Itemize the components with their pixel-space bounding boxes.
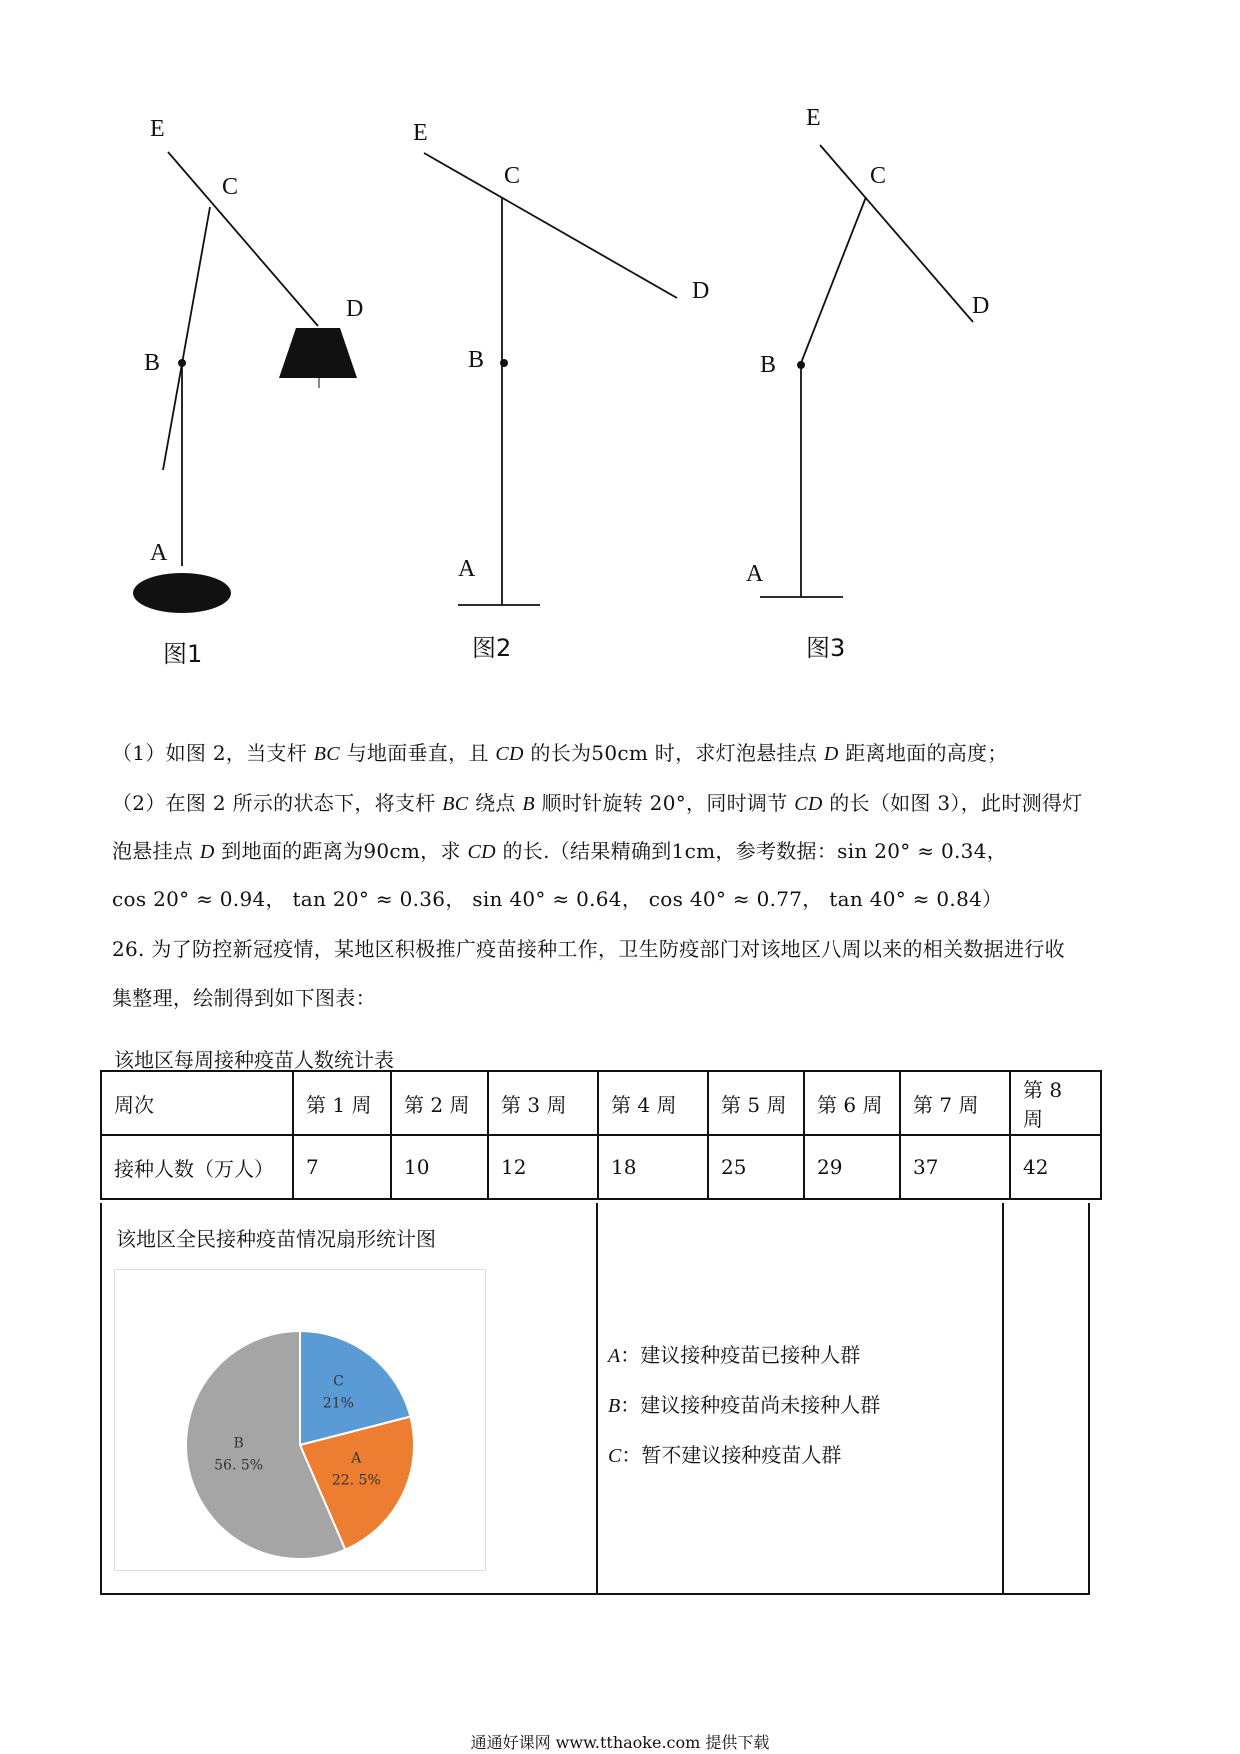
fig1-label-d: D [346,296,364,322]
fig2-caption: 图2 [472,634,512,662]
fig3-point-b [797,361,805,369]
fig1-arm-bc [163,207,210,470]
table-value-2: 10 [391,1135,488,1199]
fig2-label-c: C [504,163,521,189]
table-week-6: 第 6 周 [804,1071,900,1135]
table-value-row [101,1135,1101,1199]
fig2-arm-ed [424,153,677,298]
table-header-row [101,1071,1101,1135]
fig1-label-a: A [150,540,168,566]
q26-line1: 26. 为了防控新冠疫情，某地区积极推广疫苗接种工作，卫生防疫部门对该地区八周以来的相关数据进行收 [112,937,1065,961]
fig1-arm-ed [168,152,318,326]
table-value-5: 25 [708,1135,804,1199]
fig2-label-a: A [458,556,476,582]
fig2-label-b: B [468,347,485,373]
footer-watermark: 通通好课网 www.tthaoke.com 提供下载 [470,1733,770,1752]
table-value-7: 37 [900,1135,1010,1199]
pie-chart-frame [114,1269,486,1571]
q25-part2-line2: 泡悬挂点 D 到地面的距离为90cm，求 CD 的长.（结果精确到1cm，参考数据：sin 20° ≈ 0.34， [112,839,1008,863]
fig1-label-b: B [144,350,161,376]
table-week-5: 第 5 周 [708,1071,804,1135]
fig3-label-c: C [870,163,887,189]
table-value-6: 29 [804,1135,900,1199]
table-caption: 该地区每周接种疫苗人数统计表 [114,1048,394,1072]
fig1-caption: 图1 [163,640,203,668]
fig2-point-b [500,359,508,367]
vaccination-weekly-table [100,1070,1102,1200]
divider-1 [596,1203,598,1593]
table-header-label: 周次 [101,1071,293,1135]
divider-2 [1002,1203,1004,1593]
q25-part2-line3: cos 20° ≈ 0.94， tan 20° ≈ 0.36， sin 40° ≈ 0.64， cos 40° ≈ 0.77， tan 40° ≈ 0.84） [112,887,1003,911]
fig3-label-d: D [972,293,990,319]
fig2-label-d: D [692,278,710,304]
q25-part2-line1: （2）在图 2 所示的状态下，将支杆 BC 绕点 B 顺时针旋转 20°，同时调节 CD 的长（如图 3），此时测得灯 [112,791,1083,815]
pie-label-b: B [233,1435,244,1452]
fig3-label-b: B [760,352,777,378]
table-value-1: 7 [293,1135,391,1199]
pie-chart-title: 该地区全民接种疫苗情况扇形统计图 [116,1227,436,1251]
fig1-label-e: E [150,116,165,142]
fig1-point-b [178,359,186,367]
table-week-3: 第 3 周 [488,1071,598,1135]
table-week-1: 第 1 周 [293,1071,391,1135]
table-week-8: 第 8 周 [1010,1071,1101,1135]
legend-c: C：暂不建议接种疫苗人群 [608,1443,842,1467]
table-value-3: 12 [488,1135,598,1199]
q25-part1: （1）如图 2，当支杆 BC 与地面垂直，且 CD 的长为50cm 时，求灯泡悬挂点 D 距离地面的高度； [112,741,1008,765]
pie-value-b: 56. 5% [214,1457,264,1474]
legend-b: B：建议接种疫苗尚未接种人群 [608,1393,881,1417]
pie-chart [115,1270,485,1570]
fig1-lampshade [279,328,357,378]
pie-value-a: 22. 5% [331,1472,381,1489]
pie-label-a: A [351,1450,362,1467]
table-week-2: 第 2 周 [391,1071,488,1135]
pie-chart-section [100,1203,1090,1595]
table-value-4: 18 [598,1135,708,1199]
table-row-label: 接种人数（万人） [101,1135,293,1199]
q26-line2: 集整理，绘制得到如下图表： [112,986,376,1010]
pie-label-c: C [333,1373,344,1390]
fig3-label-a: A [746,561,764,587]
table-week-4: 第 4 周 [598,1071,708,1135]
pie-value-c: 21% [322,1395,354,1412]
geometry-figures [0,0,1240,680]
fig3-arm-bc [801,197,866,363]
fig1-lamp-base [133,573,231,613]
fig3-arm-ed [820,145,973,322]
legend-a: A：建议接种疫苗已接种人群 [608,1343,861,1367]
table-week-7: 第 7 周 [900,1071,1010,1135]
fig3-label-e: E [806,105,821,131]
fig1-label-c: C [222,174,239,200]
table-value-8: 42 [1010,1135,1101,1199]
fig2-label-e: E [413,120,428,146]
fig3-caption: 图3 [806,634,846,662]
